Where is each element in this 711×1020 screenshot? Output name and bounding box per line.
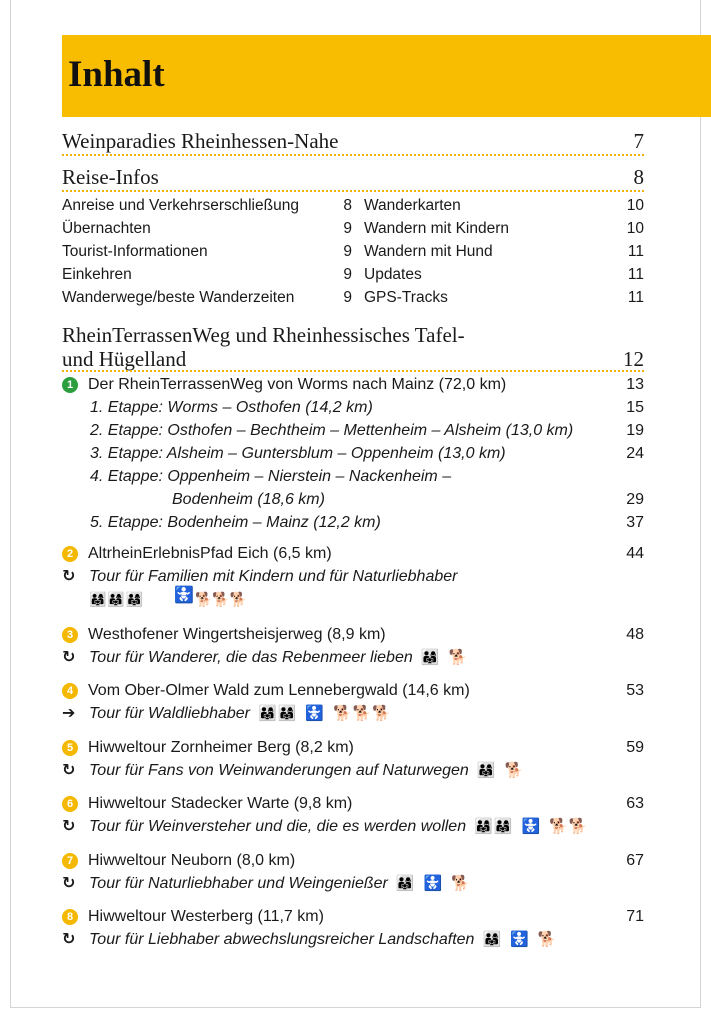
toc-entry[interactable]: Updates 11 (364, 266, 644, 283)
tour-subtitle: Tour für Fans von Weinwanderungen auf Naturwegen (89, 762, 469, 779)
family-icon: 👨‍👩‍👧👨‍👩‍👧👨‍👩‍👧 (89, 591, 145, 607)
tour-title-row[interactable] (62, 374, 644, 396)
section-title: Reise-Infos (62, 165, 159, 189)
tour-icons-row (62, 588, 644, 610)
circular-route-icon: ↻ (62, 818, 76, 835)
toc-section-reise-infos[interactable] (62, 164, 644, 192)
difficulty-icons (421, 649, 468, 666)
stroller-icon: 🚼 (305, 705, 326, 722)
difficulty-icons (396, 875, 471, 892)
tour-subtitle: Tour für Familien mit Kindern und für Naturliebhaber (89, 568, 458, 585)
stage-entry[interactable]: 4. Etappe: Oppenheim – Nierstein – Nackenheim – (90, 468, 452, 485)
stroller-icon: 🚼 (510, 931, 530, 948)
tour-subtitle: Tour für Waldliebhaber (89, 705, 250, 722)
tour-subtitle-row (62, 703, 644, 725)
title-banner (62, 35, 711, 117)
section-title: Weinparadies Rheinhessen-Nahe (62, 129, 339, 153)
stage-entry[interactable]: 3. Etappe: Alsheim – Guntersblum – Oppenheim (13,0 km) 24 (90, 445, 644, 462)
toc-entry[interactable]: Wandern mit Hund 11 (364, 243, 644, 260)
stroller-icon: 🚼 (174, 587, 194, 604)
dog-icon: 🐕🐕🐕 (333, 705, 393, 722)
toc-entry[interactable]: Einkehren 9 (62, 266, 352, 283)
stage-entry[interactable]: 1. Etappe: Worms – Osthofen (14,2 km) 15 (90, 399, 644, 416)
section-title-line1: RheinTerrassenWeg und Rheinhessisches Tafel- (62, 323, 465, 347)
tour-page: 67 (626, 852, 644, 869)
tour-page: 59 (626, 739, 644, 756)
stroller-icon: 🚼 (423, 875, 444, 892)
tour-number-badge: 4 (62, 683, 78, 699)
tour-subtitle-row (62, 760, 644, 782)
section-title-line2: und Hügelland (62, 347, 187, 371)
circular-route-icon: ↻ (62, 931, 76, 948)
tour-title: Westhofener Wingertsheisjerweg (8,9 km) (88, 626, 386, 643)
tour-subtitle: Tour für Liebhaber abwechslungsreicher Landschaften (89, 931, 475, 948)
toc-entry[interactable]: Übernachten 9 (62, 220, 352, 237)
dog-icon: 🐕 (448, 649, 469, 666)
tour-subtitle-row (62, 816, 644, 838)
tour-title-row[interactable] (62, 737, 644, 759)
stage-entry[interactable]: 2. Etappe: Osthofen – Bechtheim – Mettenheim – Alsheim (13,0 km) 19 (90, 422, 644, 439)
tour-title: Der RheinTerrassenWeg von Worms nach Mainz (72,0 km) (88, 376, 507, 393)
tour-number-badge: 8 (62, 909, 78, 925)
tour-title: Hiwweltour Stadecker Warte (9,8 km) (88, 795, 353, 812)
tour-page: 48 (626, 626, 644, 643)
tour-title: AltrheinErlebnisPfad Eich (6,5 km) (88, 545, 332, 562)
circular-route-icon: ↻ (62, 568, 76, 585)
tour-title-row[interactable] (62, 543, 644, 565)
tour-title-row[interactable] (62, 793, 644, 815)
stroller-icon: 🚼 (521, 818, 542, 835)
toc-entry[interactable]: Tourist-Informationen 9 (62, 243, 352, 260)
dog-icon: 🐕 (537, 931, 558, 948)
tour-number-badge: 7 (62, 853, 78, 869)
difficulty-icons (482, 931, 557, 948)
section-page: 12 (623, 347, 644, 371)
toc-entry[interactable]: Anreise und Verkehrserschließung 8 (62, 197, 352, 214)
circular-route-icon: ↻ (62, 762, 76, 779)
tour-number-badge: 5 (62, 740, 78, 756)
family-icon: 👨‍👩‍👧 (395, 875, 416, 892)
tour-title-row[interactable] (62, 906, 644, 928)
tour-number-badge: 2 (62, 546, 78, 562)
tour-subtitle: Tour für Weinversteher und die, die es werden wollen (89, 818, 467, 835)
section-page: 7 (633, 129, 644, 153)
tour-page: 13 (626, 376, 644, 393)
family-icon: 👨‍👩‍👧👨‍👩‍👧 (257, 705, 298, 722)
tour-title-row[interactable] (62, 850, 644, 872)
toc-section-rheinterrassenweg[interactable] (62, 323, 644, 371)
difficulty-icons (477, 762, 524, 779)
tour-page: 53 (626, 682, 644, 699)
toc-entry[interactable]: Wanderkarten 10 (364, 197, 644, 214)
tour-subtitle-row (62, 873, 644, 895)
circular-route-icon: ↻ (62, 649, 76, 666)
tour-subtitle-row (62, 647, 644, 669)
tour-page: 44 (626, 545, 644, 562)
dog-icon: 🐕🐕🐕 (195, 591, 248, 607)
tour-subtitle-row (62, 566, 644, 588)
toc-section-weinparadies[interactable] (62, 128, 644, 156)
tour-page: 63 (626, 795, 644, 812)
family-icon: 👨‍👩‍👧 (420, 649, 441, 666)
tour-page: 71 (626, 908, 644, 925)
dog-icon: 🐕 (451, 875, 471, 892)
toc-entry[interactable]: GPS-Tracks 11 (364, 289, 644, 306)
family-icon: 👨‍👩‍👧 (482, 931, 503, 948)
tour-title-row[interactable] (62, 680, 644, 702)
stage-entry[interactable]: 5. Etappe: Bodenheim – Mainz (12,2 km) 37 (90, 514, 644, 531)
toc-entry[interactable]: Wanderwege/beste Wanderzeiten 9 (62, 289, 352, 306)
tour-title: Hiwweltour Westerberg (11,7 km) (88, 908, 324, 925)
difficulty-icons (474, 818, 588, 835)
tour-number-badge: 1 (62, 377, 78, 393)
dotted-divider (62, 370, 644, 372)
dog-icon: 🐕🐕 (549, 818, 589, 835)
family-icon: 👨‍👩‍👧👨‍👩‍👧 (474, 818, 514, 835)
circular-route-icon: ↻ (62, 875, 76, 892)
page-title: Inhalt (68, 54, 165, 95)
tour-title: Vom Ober-Olmer Wald zum Lennebergwald (14,6 km) (88, 682, 470, 699)
tour-number-badge: 3 (62, 627, 78, 643)
tour-subtitle: Tour für Wanderer, die das Rebenmeer lieben (89, 649, 413, 666)
one-way-route-icon: ➔ (62, 705, 76, 722)
section-page: 8 (633, 165, 644, 189)
tour-title-row[interactable] (62, 624, 644, 646)
tour-title: Hiwweltour Zornheimer Berg (8,2 km) (88, 739, 354, 756)
difficulty-icons (258, 705, 392, 722)
stage-entry-continued[interactable]: Bodenheim (18,6 km) 29 (172, 491, 644, 508)
toc-entry[interactable]: Wandern mit Kindern 10 (364, 220, 644, 237)
dog-icon: 🐕 (504, 762, 525, 779)
tour-title: Hiwweltour Neuborn (8,0 km) (88, 852, 296, 869)
tour-subtitle-row (62, 929, 644, 951)
family-icon: 👨‍👩‍👧 (476, 762, 497, 779)
tour-number-badge: 6 (62, 796, 78, 812)
tour-subtitle: Tour für Naturliebhaber und Weingenießer (89, 875, 388, 892)
